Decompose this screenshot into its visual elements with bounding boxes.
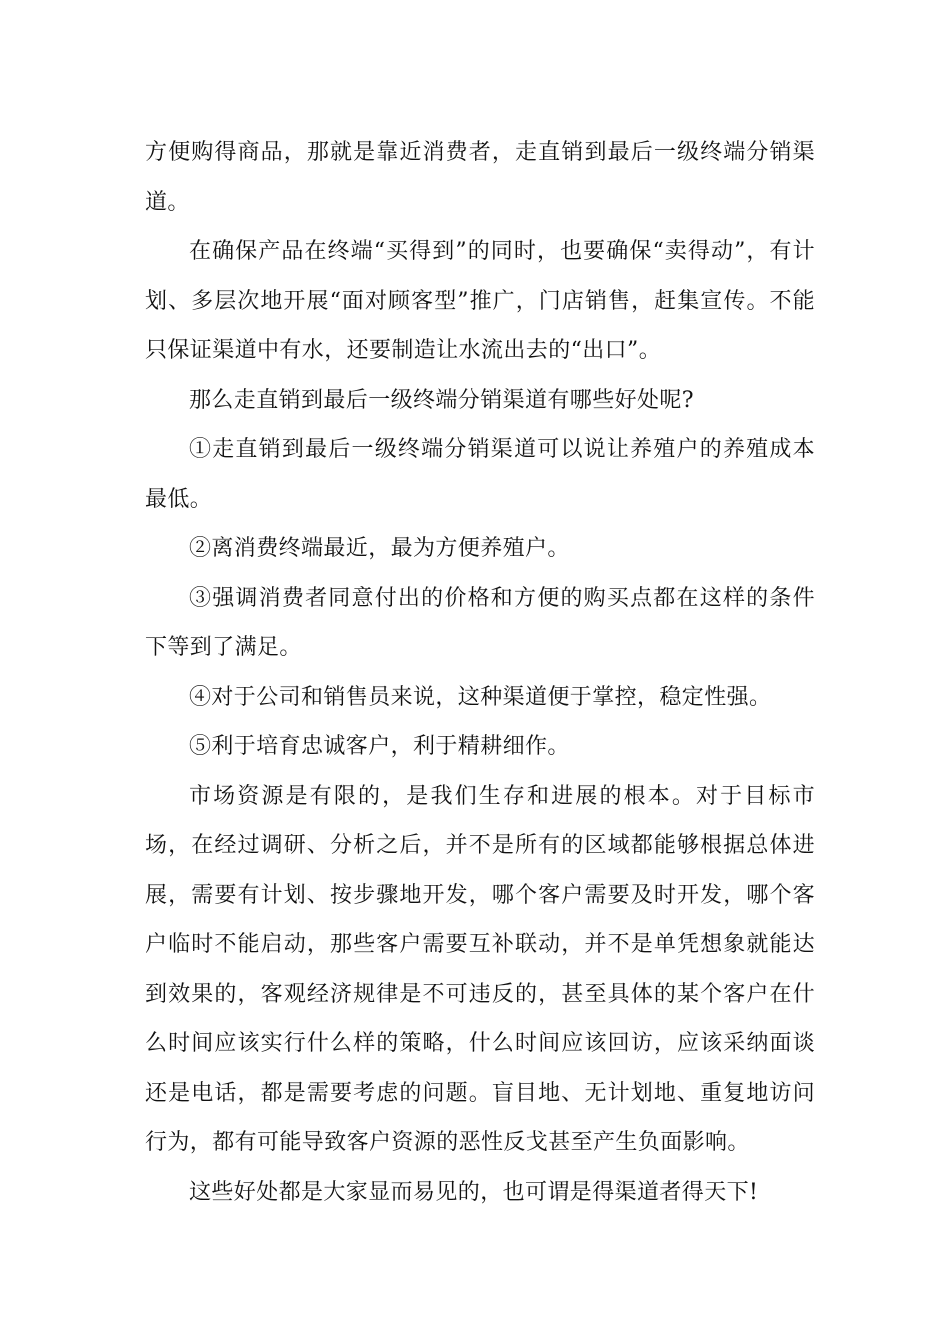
- paragraph-1: 方便购得商品，那就是靠近消费者，走直销到最后一级终端分销渠道。: [145, 140, 815, 215]
- paragraph-2: 在确保产品在终端“买得到”的同时，也要确保“卖得动”，有计划、多层次地开展“面对顾客型”推广，门店销售，赶集宣传。不能只保证渠道中有水，还要制造让水流出去的“出口”。: [145, 239, 815, 363]
- paragraph-3: 那么走直销到最后一级终端分销渠道有哪些好处呢?: [189, 387, 694, 413]
- list-item-3: ③强调消费者同意付出的价格和方便的购买点都在这样的条件下等到了满足。: [145, 585, 815, 660]
- list-item-4: ④对于公司和销售员来说，这种渠道便于掌控，稳定性强。: [189, 684, 772, 710]
- paragraph-market-resources: 市场资源是有限的，是我们生存和进展的根本。对于目标市场，在经过调研、分析之后，并不是所有的区域都能够根据总体进展，需要有计划、按步骤地开发，哪个客户需要及时开发，哪个客户临时不能启动，那些客户需要互补联动，并不是单凭想象就能达到效果的，客观经济规律是不可违反的，甚至具体的某个客户在什么时间应该实行什么样的策略，什么时间应该回访，应该采纳面谈还是电话，都是需要考虑的问题。盲目地、无计划地、重复地访问行为，都有可能导致客户资源的恶性反戈甚至产生负面影响。: [145, 783, 815, 1155]
- paragraph-conclusion: 这些好处都是大家显而易见的，也可谓是得渠道者得天下!: [189, 1179, 759, 1205]
- document-body: [145, 128, 815, 1217]
- list-item-1: ①走直销到最后一级终端分销渠道可以说让养殖户的养殖成本最低。: [145, 437, 815, 512]
- list-item-2: ②离消费终端最近，最为方便养殖户。: [189, 536, 570, 561]
- list-item-5: ⑤利于培育忠诚客户，利于精耕细作。: [189, 734, 570, 759]
